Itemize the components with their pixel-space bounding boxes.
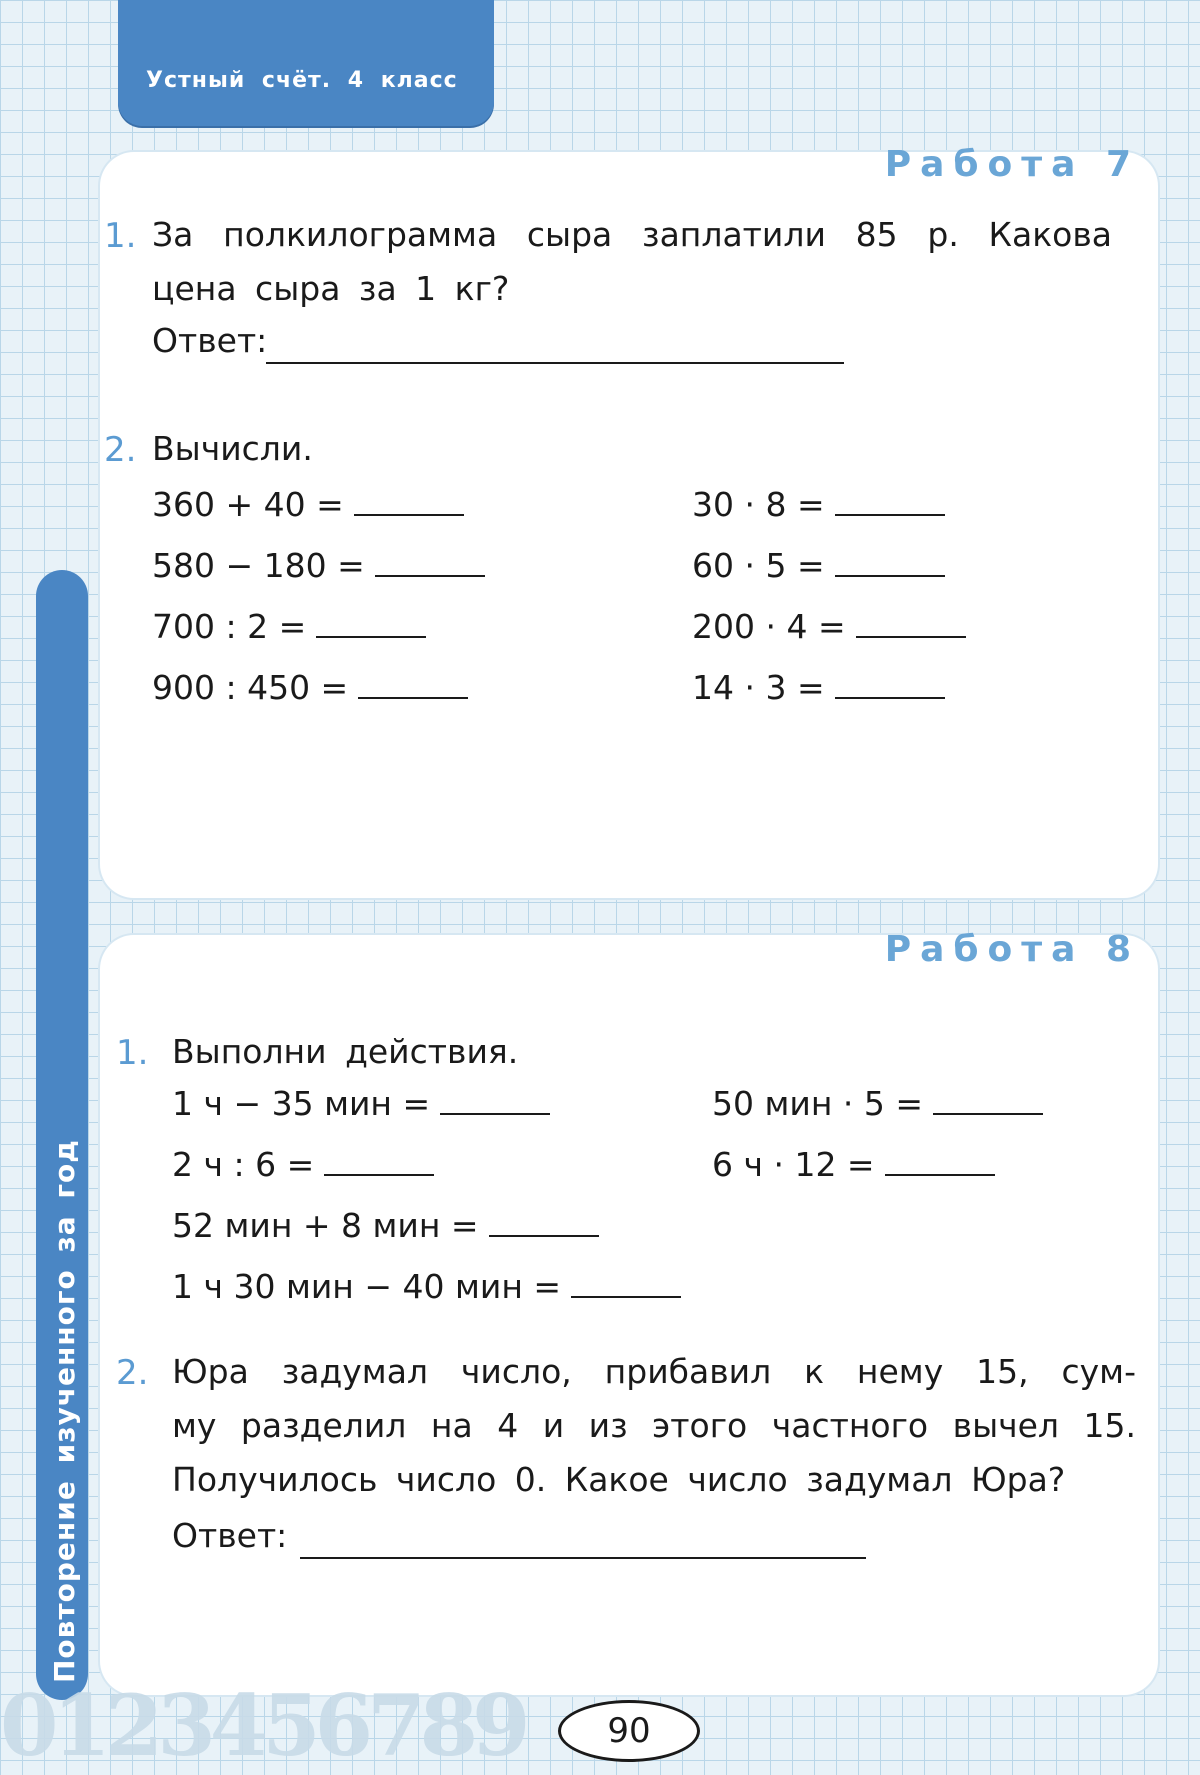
work7-task1-answer-label: Ответ: xyxy=(152,321,268,360)
answer-blank[interactable] xyxy=(324,1144,434,1176)
header-title: Устный счёт. 4 класс xyxy=(146,68,458,93)
work7-task2-expr: 580 − 180 = xyxy=(152,545,485,585)
work7-task2-expr: 14 · 3 = xyxy=(692,667,945,707)
work7-task1-line2: цена сыра за 1 кг? xyxy=(152,269,510,308)
work7-task2-expr: 900 : 450 = xyxy=(152,667,468,707)
side-tab xyxy=(36,570,88,1700)
work8-task2-answer-label: Ответ: xyxy=(172,1516,288,1555)
work7-card xyxy=(100,144,1158,898)
work8-task2-line1: Юра задумал число, прибавил к нему 15, сум- xyxy=(172,1352,1136,1391)
answer-blank[interactable] xyxy=(316,606,426,638)
work8-title: Работа 8 xyxy=(884,929,1140,970)
work8-task1-number: 1. xyxy=(116,1033,149,1073)
work7-task2-expr: 30 · 8 = xyxy=(692,484,945,524)
answer-blank[interactable] xyxy=(835,545,945,577)
work8-task1-heading: Выполни действия. xyxy=(172,1032,519,1071)
work8-task1-expr: 50 мин · 5 = xyxy=(712,1083,1043,1123)
page-number: 90 xyxy=(558,1700,700,1762)
work7-task2-expr: 200 · 4 = xyxy=(692,606,966,646)
answer-blank[interactable] xyxy=(835,484,945,516)
side-tab-label: Повторение изученного за год xyxy=(48,1139,81,1683)
work8-task2-line3: Получилось число 0. Какое число задумал Юра? xyxy=(172,1460,1066,1499)
work7-task2-expr: 360 + 40 = xyxy=(152,484,464,524)
answer-blank[interactable] xyxy=(571,1266,681,1298)
work7-task2-expr: 60 · 5 = xyxy=(692,545,945,585)
work8-task2-line2: му разделил на 4 и из этого частного вычел 15. xyxy=(172,1406,1136,1445)
work7-task2-expr: 700 : 2 = xyxy=(152,606,426,646)
footer-digits: 0123456789 xyxy=(0,1676,525,1775)
answer-blank[interactable] xyxy=(856,606,966,638)
work8-task1-expr: 1 ч − 35 мин = xyxy=(172,1083,550,1123)
work8-task1-expr: 2 ч : 6 = xyxy=(172,1144,434,1184)
work8-card xyxy=(100,929,1158,1695)
work7-task2-number: 2. xyxy=(104,430,137,470)
answer-blank[interactable] xyxy=(933,1083,1043,1115)
answer-blank[interactable] xyxy=(835,667,945,699)
work8-task1-expr: 52 мин + 8 мин = xyxy=(172,1205,599,1245)
work8-task2-number: 2. xyxy=(116,1353,149,1393)
answer-blank[interactable] xyxy=(440,1083,550,1115)
work7-title: Работа 7 xyxy=(884,144,1140,185)
work7-task1-line1: За полкилограмма сыра заплатили 85 р. Какова xyxy=(152,215,1112,254)
answer-blank[interactable] xyxy=(358,667,468,699)
answer-blank[interactable] xyxy=(885,1144,995,1176)
answer-blank[interactable] xyxy=(354,484,464,516)
work8-task1-expr: 6 ч · 12 = xyxy=(712,1144,995,1184)
work8-task1-expr: 1 ч 30 мин − 40 мин = xyxy=(172,1266,681,1306)
header-tab xyxy=(118,0,494,126)
work7-task1-answer-line[interactable] xyxy=(266,362,844,364)
work7-task2-heading: Вычисли. xyxy=(152,429,313,468)
answer-blank[interactable] xyxy=(375,545,485,577)
work8-task2-answer-line[interactable] xyxy=(300,1557,866,1559)
work7-task1-number: 1. xyxy=(104,216,137,256)
answer-blank[interactable] xyxy=(489,1205,599,1237)
